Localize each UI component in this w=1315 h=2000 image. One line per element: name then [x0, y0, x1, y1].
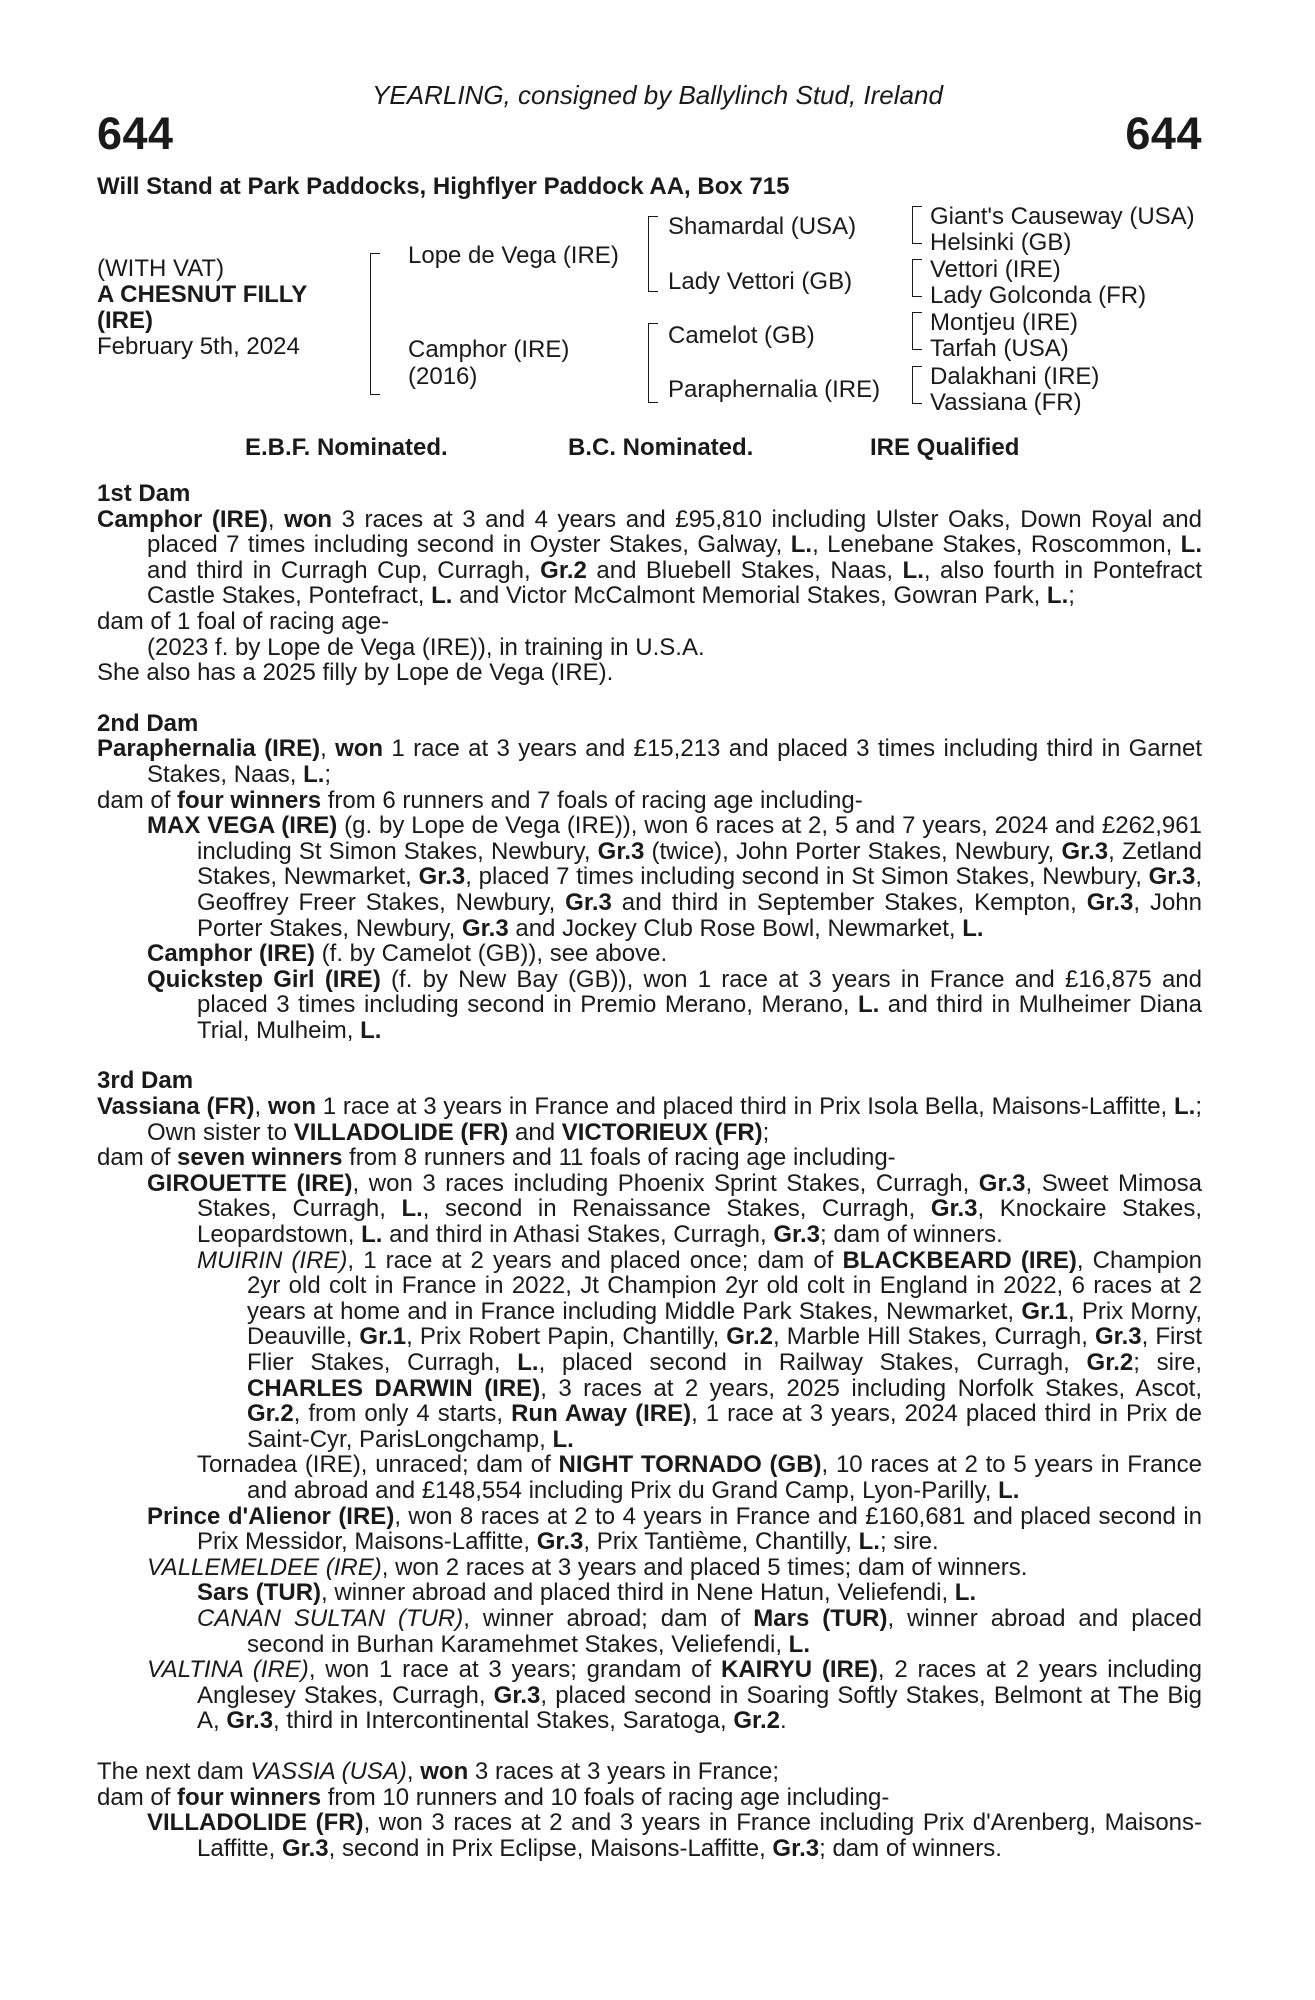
text-run: , Prix Morny, Deauville, [247, 1297, 1202, 1351]
text-run: , Sweet Mimosa Stakes, Curragh, [197, 1169, 1202, 1223]
text-run: Gr.3 [493, 1681, 541, 1709]
text-run: BLACKBEARD (IRE) [842, 1246, 1077, 1274]
text-run: Sars (TUR) [197, 1579, 322, 1607]
text-run: (twice), John Porter Stakes, Newbury, [644, 837, 1062, 865]
catalogue-body [97, 481, 1202, 1861]
text-run: CANAN SULTAN (TUR) [197, 1604, 464, 1632]
pedigree-brace-g3 [912, 312, 922, 350]
granddam-4: Vassiana (FR) [930, 389, 1082, 416]
text-run: won [268, 1093, 316, 1121]
text-run: from 8 runners and 11 foals of racing age including- [342, 1144, 896, 1172]
text-run: 3 races at 3 and 4 years and £95,810 including Ulster Oaks, Down Royal and placed 7 times including second in Oyster Stakes, Galway, [147, 505, 1203, 559]
pedigree-brace-g1 [912, 206, 922, 244]
text-run: , [267, 505, 285, 533]
grandsire-2: Vettori (IRE) [930, 256, 1061, 283]
lot-name-country: (IRE) [97, 307, 153, 334]
second-dam-produce-item [97, 967, 1202, 1044]
text-run: L. [902, 556, 924, 584]
foaling-date: February 5th, 2024 [97, 333, 300, 360]
third-dam-record [97, 1094, 1202, 1145]
text-run: Vassiana (FR) [97, 1093, 255, 1121]
third-dam-produce-item [97, 1452, 1202, 1503]
sire-sire: Shamardal (USA) [668, 213, 857, 240]
text-run: ; [762, 1118, 770, 1146]
text-run: , second in Renaissance Stakes, Curragh, [422, 1195, 931, 1223]
text-run: , Zetland Stakes, Newmarket, [197, 837, 1202, 891]
text-run: 1 race at 3 years in France and placed third in Prix Isola Bella, Maisons-Laffitte, [316, 1093, 1174, 1121]
text-run: , John Porter Stakes, Newbury, [197, 888, 1202, 942]
text-run: , won 2 races at 3 years and placed 5 times; dam of winners. [381, 1553, 1028, 1581]
first-dam-produce-item [97, 635, 1202, 661]
text-run: VILLADOLIDE (FR) [147, 1809, 364, 1837]
text-run: (f. by New Bay (GB)), won 1 race at 3 years in France and £16,875 and placed 3 times including second in Premio Merano, Merano, [197, 965, 1202, 1019]
second-dam-heading: 2nd Dam [97, 709, 199, 737]
text-run: , won 3 races including Phoenix Sprint Stakes, Curragh, [352, 1169, 979, 1197]
third-dam-heading: 3rd Dam [97, 1067, 194, 1095]
bc-nomination: B.C. Nominated. [568, 434, 754, 461]
text-run: VILLADOLIDE (FR) [293, 1118, 509, 1146]
text-run: Gr.1 [359, 1323, 407, 1351]
text-run: Gr.3 [597, 837, 645, 865]
consignment-line: YEARLING, consigned by Ballylinch Stud, Ireland [372, 80, 943, 110]
text-run: , 1 race at 3 years, 2024 placed third in Prix de Saint-Cyr, ParisLongchamp, [247, 1400, 1202, 1453]
text-run: L. [1180, 531, 1202, 559]
text-run: , placed 7 times including second in St Simon Stakes, Newbury, [465, 863, 1149, 891]
text-run: . [780, 1707, 787, 1735]
first-dam-produce-intro [97, 609, 1202, 635]
next-dam-produce-intro [97, 1785, 1202, 1811]
text-run: won [284, 505, 333, 533]
text-run: ; sire. [879, 1528, 939, 1556]
text-run: Quickstep Girl (IRE) [147, 965, 381, 993]
text-run: Gr.2 [247, 1400, 294, 1428]
text-run: Gr.3 [978, 1169, 1026, 1197]
text-run: KAIRYU (IRE) [720, 1656, 878, 1684]
text-run: L. [303, 760, 325, 788]
text-run: L. [431, 582, 453, 610]
text-run: dam of 1 foal of racing age- [97, 607, 390, 635]
text-run: L. [954, 1579, 977, 1607]
text-run: and third in Mulheimer Diana Trial, Mulheim, [197, 991, 1202, 1044]
text-run: , Prix Tantième, Chantilly, [583, 1528, 859, 1556]
sire-dam: Lady Vettori (GB) [668, 268, 853, 295]
pedigree-brace-sire [648, 216, 658, 292]
third-dam-produce-item [97, 1171, 1202, 1248]
text-run: Gr.1 [1021, 1297, 1069, 1325]
text-run: and third in Curragh Cup, Curragh, [147, 556, 541, 584]
text-run: from 10 runners and 10 foals of racing age including- [321, 1783, 890, 1811]
text-run: four winners [177, 1783, 322, 1811]
lot-number-right: 644 [1125, 108, 1202, 159]
text-run: dam of [97, 1144, 178, 1172]
text-run: Tornadea (IRE), unraced; dam of [197, 1451, 559, 1479]
text-run: Paraphernalia (IRE) [97, 735, 321, 763]
text-run: , won 8 races at 2 to 4 years in France and £160,681 and placed second in Prix Messidor, Maisons-Laffitte, [197, 1502, 1202, 1556]
text-run: Camphor (IRE) [97, 505, 268, 533]
stand-location: Will Stand at Park Paddocks, Highflyer Paddock AA, Box 715 [97, 173, 790, 200]
text-run: , also fourth in Pontefract Castle Stakes, Pontefract, [147, 556, 1203, 610]
text-run: MUIRIN (IRE) [197, 1246, 348, 1274]
text-run: won [420, 1757, 469, 1785]
text-run: L. [858, 1528, 880, 1556]
text-run: , winner abroad; dam of [463, 1604, 754, 1632]
text-run: Gr.3 [1061, 837, 1109, 865]
text-run: ; sire, [1133, 1349, 1202, 1376]
text-run: ; [1068, 582, 1075, 610]
text-run: dam of [97, 1783, 178, 1811]
grandsire-3: Montjeu (IRE) [930, 309, 1079, 336]
dam-dam: Paraphernalia (IRE) [668, 376, 881, 403]
text-run: 1 race at 3 years and £15,213 and placed 3 times including third in Garnet Stakes, Naas, [147, 735, 1202, 788]
text-run: The next dam [97, 1757, 251, 1785]
text-run: and third in September Stakes, Kempton, [611, 888, 1087, 916]
text-run: Gr.2 [1086, 1349, 1134, 1376]
text-run: , won 3 races at 2 and 3 years in France including Prix d'Arenberg, Maisons-Laffitte, [197, 1809, 1203, 1862]
text-run: L. [788, 1630, 810, 1658]
third-dam-produce-intro [97, 1145, 1202, 1171]
text-run: Gr.3 [930, 1195, 978, 1223]
text-run: , [254, 1093, 268, 1121]
second-dam-produce-item [97, 941, 1202, 967]
text-run: L. [361, 1221, 383, 1249]
text-run: ; dam of winners. [820, 1221, 1003, 1249]
text-run: , Geoffrey Freer Stakes, Newbury, [197, 863, 1203, 916]
text-run: Mars (TUR) [753, 1604, 888, 1632]
text-run: CHARLES DARWIN (IRE) [247, 1374, 541, 1402]
text-run: , Champion 2yr old colt in France in 2022, Jt Champion 2yr old colt in England in 2022, 6 races at 2 years at home and in France including Middle Park Stakes, Newmarket, [247, 1246, 1203, 1325]
text-run: L. [962, 914, 984, 942]
third-dam-produce-item [97, 1248, 1202, 1453]
lot-name: A CHESNUT FILLY [97, 281, 308, 308]
text-run: , winner abroad and placed second in Burhan Karamehmet Stakes, Veliefendi, [247, 1604, 1202, 1658]
text-run: , 3 races at 2 years, 2025 including Norfolk Stakes, Ascot, [540, 1374, 1203, 1402]
text-run: (g. by Lope de Vega (IRE)), won 6 races at 2, 5 and 7 years, 2024 and £262,961 including St Simon Stakes, Newbury, [197, 812, 1202, 865]
dam: Camphor (IRE) [408, 336, 570, 363]
third-dam-produce-item [97, 1657, 1202, 1734]
ebf-nomination: E.B.F. Nominated. [245, 434, 448, 461]
next-dam-produce-item [97, 1810, 1202, 1861]
text-run: VICTORIEUX (FR) [561, 1118, 763, 1146]
ire-qualified: IRE Qualified [870, 434, 1020, 461]
text-run: Gr.2 [540, 556, 587, 584]
text-run: NIGHT TORNADO (GB) [558, 1451, 822, 1479]
text-run: and Bluebell Stakes, Naas, [586, 556, 903, 584]
text-run: Gr.3 [536, 1528, 584, 1556]
text-run: , 1 race at 2 years and placed once; dam of [347, 1246, 843, 1274]
text-run: , Marble Hill Stakes, Curragh, [773, 1323, 1095, 1351]
text-run: L. [1174, 1093, 1196, 1121]
pedigree-brace-g2 [912, 259, 922, 297]
text-run: Prince d'Alienor (IRE) [147, 1502, 395, 1530]
text-run: L. [1046, 582, 1069, 610]
text-run: , placed second in Railway Stakes, Curragh, [538, 1349, 1087, 1376]
text-run: L. [552, 1425, 574, 1453]
text-run: L. [360, 1016, 382, 1044]
grandsire-1: Giant's Causeway (USA) [930, 203, 1195, 230]
granddam-1: Helsinki (GB) [930, 229, 1072, 256]
text-run: , won 1 race at 3 years; grandam of [308, 1656, 721, 1684]
text-run: , from only 4 starts, [293, 1400, 512, 1428]
first-dam-heading: 1st Dam [97, 480, 191, 507]
text-run: , [320, 735, 336, 763]
text-run: L. [517, 1349, 539, 1376]
text-run: , Lenebane Stakes, Roscommon, [812, 531, 1181, 559]
grandsire-4: Dalakhani (IRE) [930, 363, 1100, 390]
text-run: from 6 runners and 7 foals of racing age including- [321, 786, 863, 814]
first-dam-record [97, 507, 1202, 609]
text-run: Gr.3 [565, 888, 612, 916]
text-run: , 2 races at 2 years including Anglesey Stakes, Curragh, [197, 1656, 1203, 1709]
text-run: Gr.3 [772, 1834, 820, 1862]
text-run: won [335, 735, 384, 763]
text-run: , [406, 1757, 421, 1785]
text-run: L. [401, 1195, 423, 1223]
text-run: ; Own sister to [147, 1093, 1202, 1146]
vat-label: (WITH VAT) [97, 255, 225, 282]
third-dam-produce-item [97, 1606, 1202, 1657]
second-dam-produce-item [97, 813, 1202, 941]
text-run: Gr.3 [773, 1221, 821, 1249]
text-run: and [508, 1118, 562, 1146]
text-run: Gr.2 [726, 1323, 773, 1351]
dam-year: (2016) [408, 363, 478, 390]
granddam-2: Lady Golconda (FR) [930, 282, 1147, 309]
lot-number-left: 644 [97, 108, 174, 159]
pedigree-brace-dam [648, 323, 658, 403]
text-run: VALLEMELDEE (IRE) [147, 1553, 382, 1581]
text-run: Run Away (IRE) [511, 1400, 692, 1428]
text-run: seven winners [177, 1144, 343, 1172]
second-dam-produce-intro [97, 788, 1202, 814]
text-run: Camphor (IRE) [147, 940, 315, 968]
text-run: four winners [177, 786, 322, 814]
text-run: ; dam of winners. [819, 1834, 1002, 1862]
text-run: , 10 races at 2 to 5 years in France and abroad and £148,554 including Prix du Grand Camp, Lyon-Parilly, [247, 1451, 1203, 1504]
text-run: and Jockey Club Rose Bowl, Newmarket, [508, 914, 963, 942]
text-run: 3 races at 3 years in France; [468, 1757, 780, 1785]
text-run: MAX VEGA (IRE) [147, 812, 338, 840]
third-dam-produce-item [97, 1555, 1202, 1581]
text-run: and third in Athasi Stakes, Curragh, [382, 1221, 774, 1249]
text-run: and Victor McCalmont Memorial Stakes, Gowran Park, [452, 582, 1047, 610]
text-run: , Knockaire Stakes, Leopardstown, [197, 1195, 1203, 1249]
text-run: , First Flier Stakes, Curragh, [247, 1323, 1202, 1376]
text-run: Gr.3 [281, 1834, 329, 1862]
text-run: Gr.3 [418, 863, 466, 891]
text-run: Gr.3 [226, 1707, 274, 1735]
text-run: , Prix Robert Papin, Chantilly, [406, 1323, 727, 1351]
text-run: , placed second in Soaring Softly Stakes, Belmont at The Big A, [197, 1681, 1203, 1735]
text-run: Gr.3 [1086, 888, 1134, 916]
text-run: (2023 f. by Lope de Vega (IRE)), in training in U.S.A. [147, 633, 705, 661]
text-run: VALTINA (IRE) [147, 1656, 309, 1684]
sire: Lope de Vega (IRE) [408, 242, 619, 269]
third-dam-produce-item [97, 1504, 1202, 1555]
granddam-3: Tarfah (USA) [930, 335, 1069, 362]
text-run: L. [998, 1476, 1020, 1504]
second-dam-record [97, 736, 1202, 787]
text-run: ; [324, 760, 332, 788]
text-run: (f. by Camelot (GB)), see above. [315, 940, 668, 968]
pedigree-brace-main [370, 253, 380, 395]
text-run: L. [790, 531, 813, 559]
text-run: Gr.2 [733, 1707, 781, 1735]
text-run: GIROUETTE (IRE) [147, 1169, 353, 1197]
text-run: , second in Prix Eclipse, Maisons-Laffitte, [328, 1834, 773, 1862]
text-run: , winner abroad and placed third in Nene Hatun, Veliefendi, [321, 1579, 955, 1607]
text-run: Gr.3 [1094, 1323, 1142, 1351]
text-run: VASSIA (USA) [250, 1757, 407, 1785]
next-dam-record [97, 1759, 1202, 1785]
third-dam-produce-item [97, 1580, 1202, 1606]
text-run: dam of [97, 786, 178, 814]
dam-sire: Camelot (GB) [668, 322, 815, 349]
text-run: , third in Intercontinental Stakes, Saratoga, [273, 1707, 734, 1735]
text-run: Gr.3 [461, 914, 509, 942]
text-run: Gr.3 [1148, 863, 1196, 891]
first-dam-note [97, 660, 1202, 686]
text-run: She also has a 2025 filly by Lope de Vega (IRE). [97, 659, 614, 687]
text-run: L. [857, 991, 880, 1019]
pedigree-brace-g4 [912, 366, 922, 404]
